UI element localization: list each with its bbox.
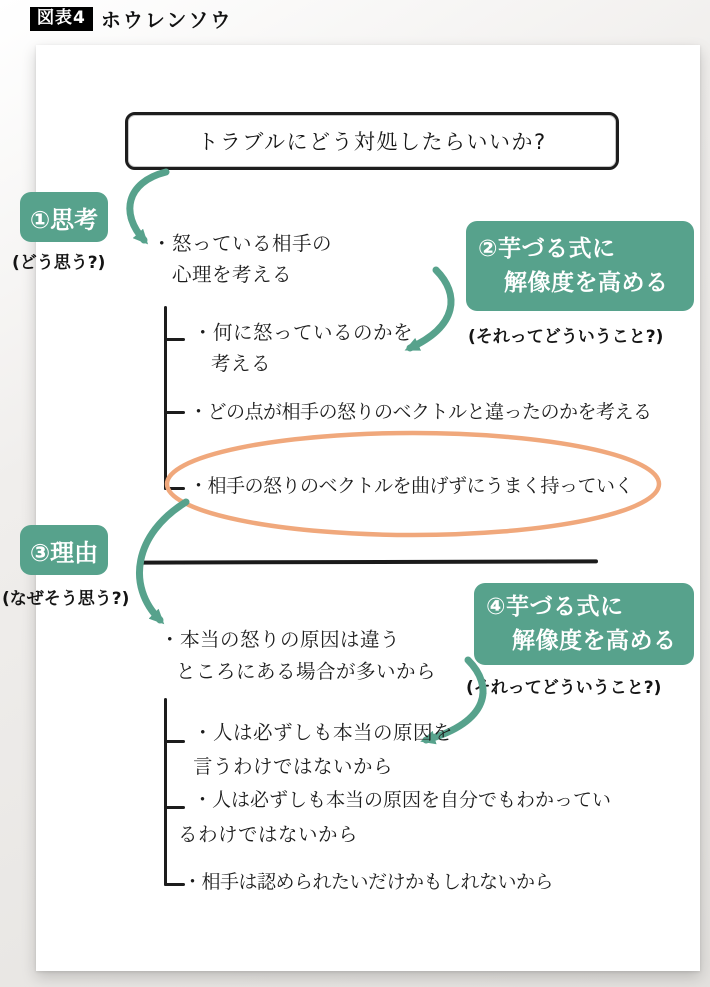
reason-root-line2: ところにある場合が多いから [176,660,437,683]
thinking-child3-highlighted: ・相手の怒りのベクトルを曲げずにうまく持っていく [189,475,634,497]
thinking-child2: ・どの点が相手の怒りのベクトルと違ったのかを考える [189,401,652,423]
reason-child2-line2: るわけではないから [178,823,359,846]
step-4-sublabel: (それってどういうこと?) [466,678,662,698]
reason-tree-line [164,698,167,886]
thinking-branch-1 [164,338,185,341]
reason-child1-line2: 言うわけではないから [193,755,394,778]
thinking-root-line2: 心理を考える [172,263,293,286]
step-1-label: ①思考 [29,205,99,234]
highlight-ellipse-icon [162,429,664,539]
question-box [125,112,619,170]
step-2-label-line1: ②芋づる式に [478,236,616,262]
step-4-label-line1: ④芋づる式に [486,594,624,620]
reason-branch-1 [164,740,185,743]
thinking-child1-line2: 考える [211,352,272,375]
arrow-highlight-to-reason-icon [118,494,198,636]
thinking-branch-2 [164,411,185,414]
step-4-label-line2: 解像度を高める [512,628,677,654]
step-2-sublabel: (それってどういうこと?) [468,327,664,347]
reason-child2-line1: ・人は必ずしも本当の原因を自分でもわかってい [193,789,612,811]
step-4-resolution-box [474,583,694,665]
step-2-resolution-box [466,221,694,311]
reason-branch-2 [164,806,185,809]
page-header [30,4,232,33]
reason-root-line1: ・本当の怒りの原因は違う [160,628,401,651]
step-3-sublabel: (なぜそう思う?) [2,589,130,609]
reason-branch-3 [164,883,185,886]
step-3-reason-box [20,525,108,575]
thinking-root-line1: ・怒っている相手の [152,232,333,255]
reason-child3: ・相手は認められたいだけかもしれないから [183,871,554,893]
figure-title: ホウレンソウ [100,8,233,32]
question-text: トラブルにどう対処したらいいか? [197,130,547,154]
step-3-label: ③理由 [29,538,99,567]
thinking-child1-line1: ・何に怒っているのかを [193,321,414,344]
step-1-thinking-box [20,192,108,242]
arrow-step2-to-child-icon [396,264,462,360]
reason-child1-line1: ・人は必ずしも本当の原因を [193,721,454,744]
step-1-sublabel: (どう思う?) [12,253,106,273]
figure-number-badge: 図表4 [30,7,93,31]
step-2-label-line2: 解像度を高める [504,270,669,296]
